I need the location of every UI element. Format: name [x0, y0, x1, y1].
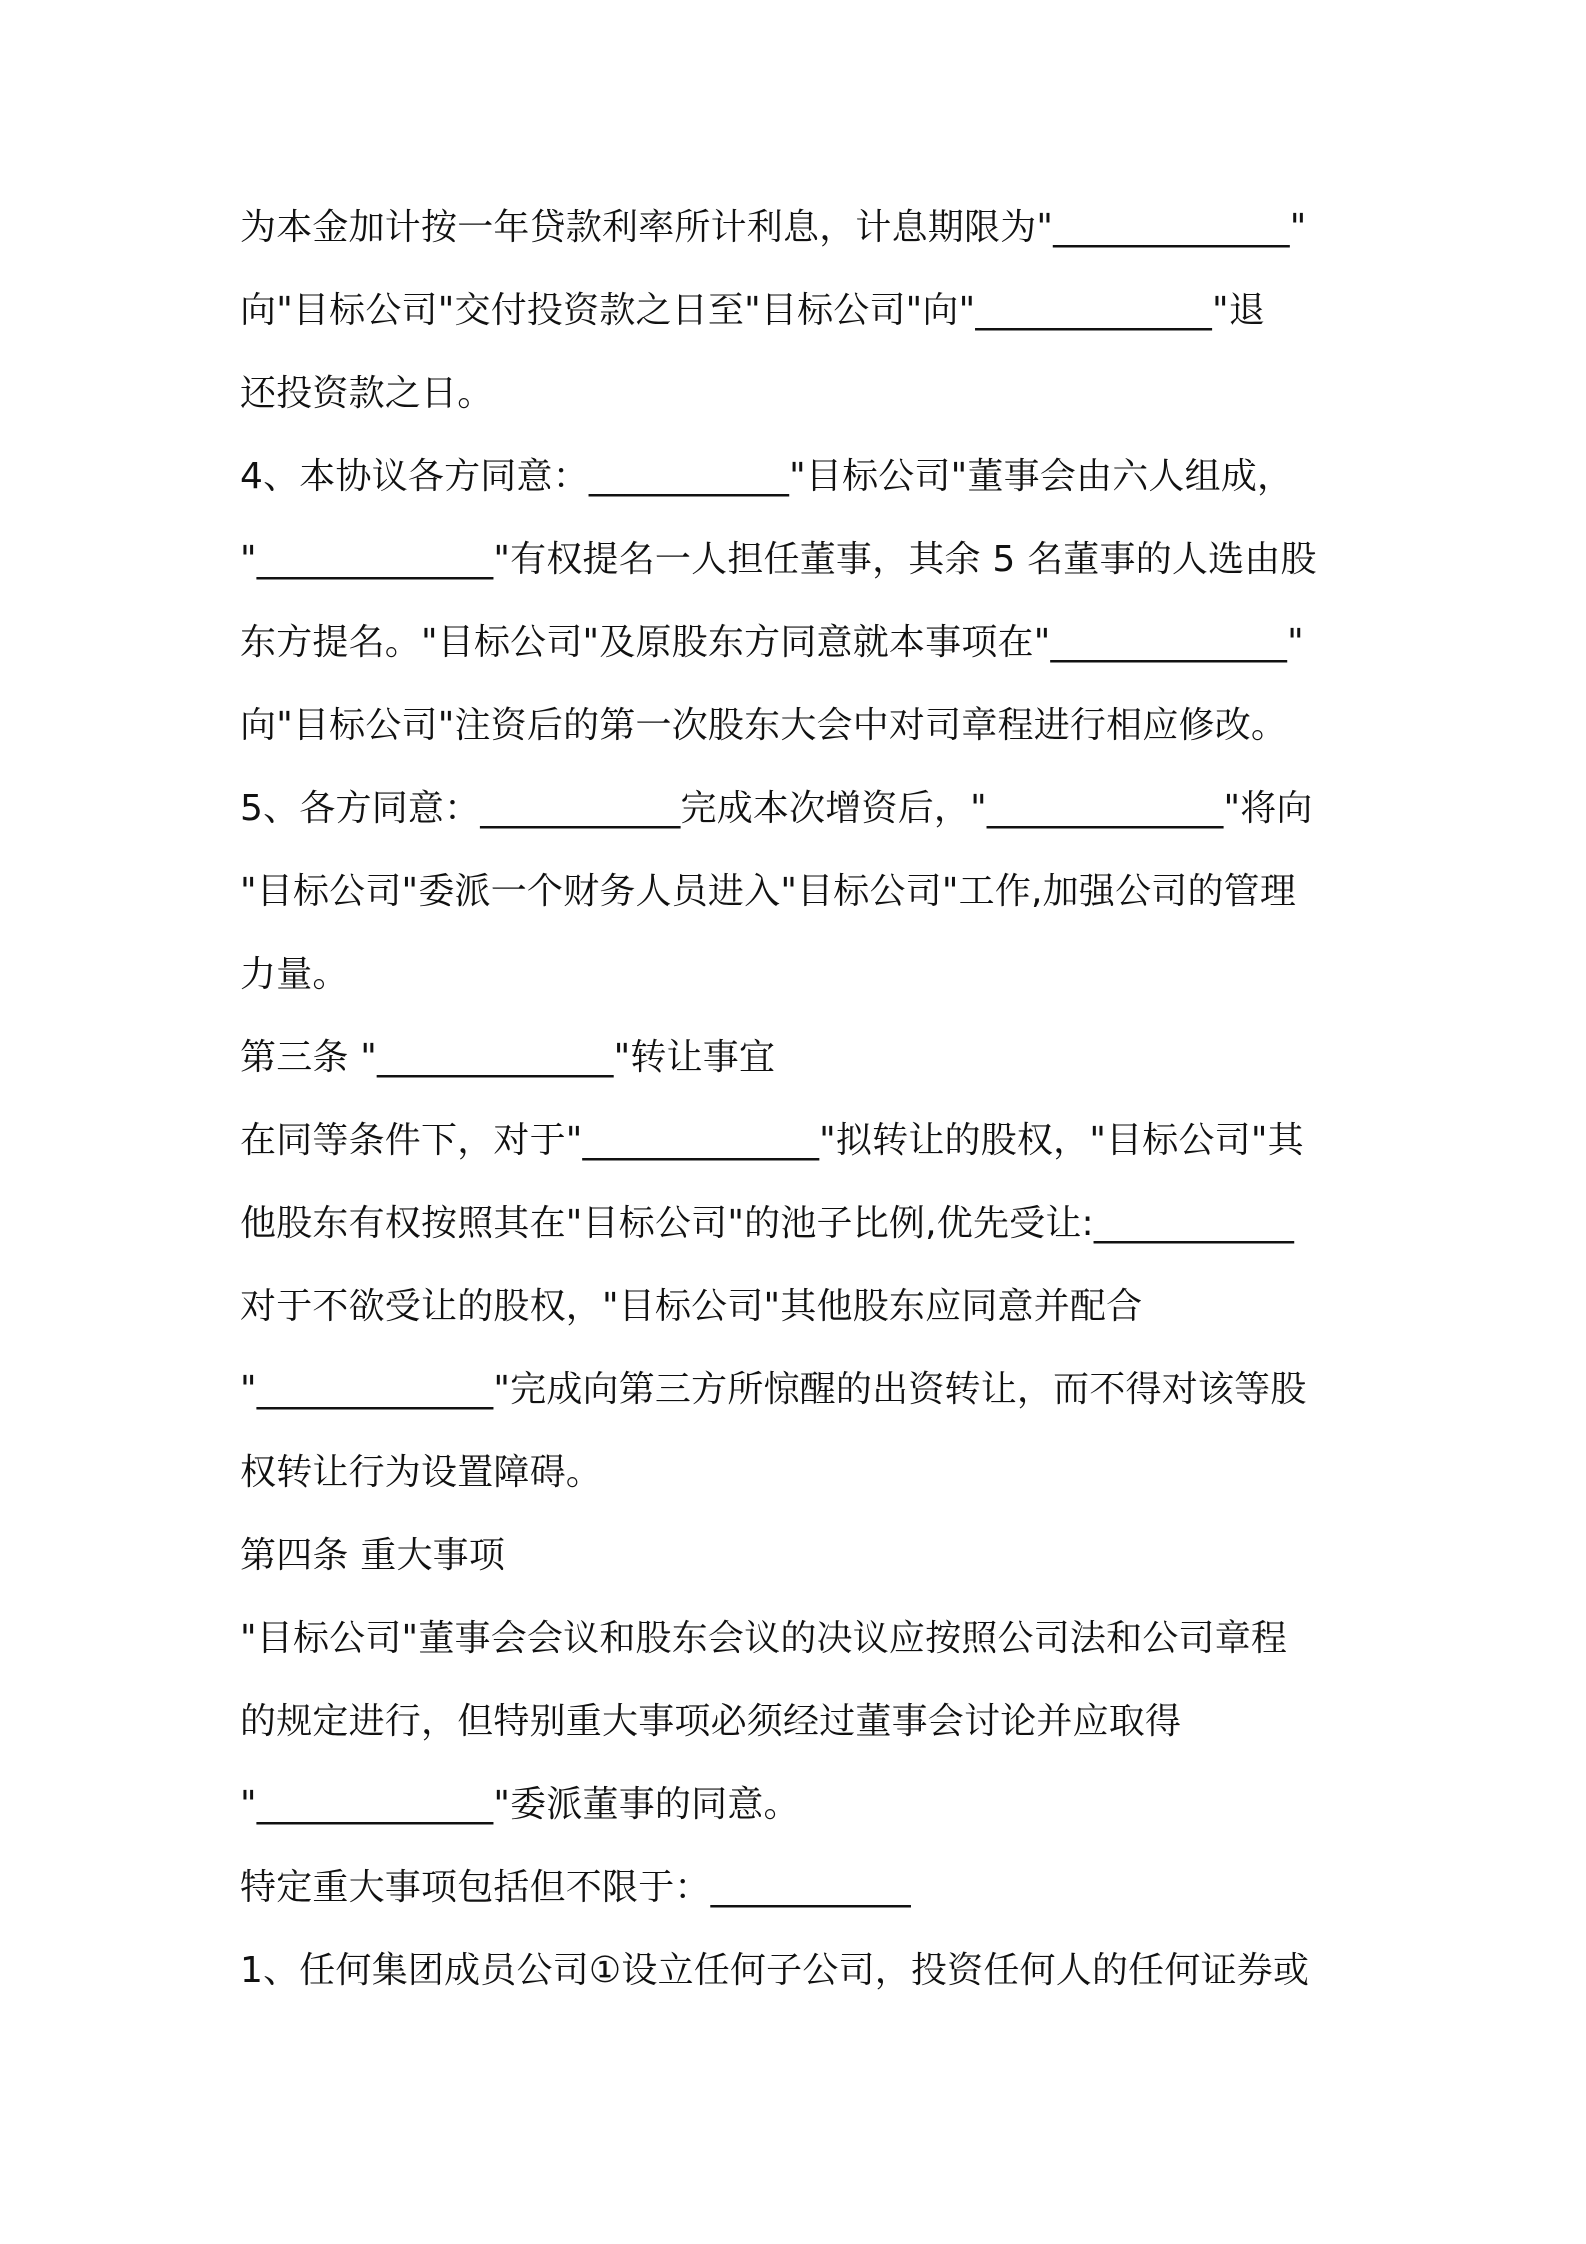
text-line-13: 他股东有权按照其在"目标公司"的池子比例,优先受让:___________	[240, 1203, 1295, 1244]
text-line-7: 向"目标公司"注资后的第一次股东大会中对司章程进行相应修改。	[240, 705, 1288, 746]
text-line-9: "目标公司"委派一个财务人员进入"目标公司"工作,加强公司的管理	[240, 871, 1297, 912]
text-line-18: "目标公司"董事会会议和股东会议的决议应按照公司法和公司章程	[240, 1618, 1288, 1659]
section-heading-3: 第三条 "_____________"转让事宜	[240, 1037, 776, 1078]
text-line-21: 特定重大事项包括但不限于：___________	[240, 1867, 911, 1908]
text-line-20: "_____________"委派董事的同意。	[240, 1784, 800, 1825]
text-line-15: "_____________"完成向第三方所惊醒的出资转让，而不得对该等股	[240, 1369, 1307, 1410]
text-line-1: 为本金加计按一年贷款利率所计利息，计息期限为"_____________"	[240, 207, 1307, 248]
text-line-4: 4、本协议各方同意：___________"目标公司"董事会由六人组成，	[240, 456, 1294, 497]
text-line-22: 1、任何集团成员公司①设立任何子公司，投资任何人的任何证券或	[240, 1950, 1310, 1991]
text-line-2: 向"目标公司"交付投资款之日至"目标公司"向"_____________"退	[240, 290, 1265, 331]
text-line-14: 对于不欲受让的股权，"目标公司"其他股东应同意并配合	[240, 1286, 1143, 1327]
text-line-19: 的规定进行，但特别重大事项必须经过董事会讨论并应取得	[240, 1701, 1182, 1742]
section-heading-4: 第四条 重大事项	[240, 1535, 506, 1576]
text-line-8: 5、各方同意：___________完成本次增资后，"_____________"将向	[240, 788, 1313, 829]
text-line-16: 权转让行为设置障碍。	[240, 1452, 603, 1493]
text-line-5: "_____________"有权提名一人担任董事，其余 5 名董事的人选由股	[240, 539, 1317, 580]
text-line-10: 力量。	[240, 954, 349, 995]
text-line-3: 还投资款之日。	[240, 373, 494, 414]
text-line-6: 东方提名。"目标公司"及原股东方同意就本事项在"_____________"	[240, 622, 1304, 663]
text-line-12: 在同等条件下，对于"_____________"拟转让的股权，"目标公司"其	[240, 1120, 1304, 1161]
